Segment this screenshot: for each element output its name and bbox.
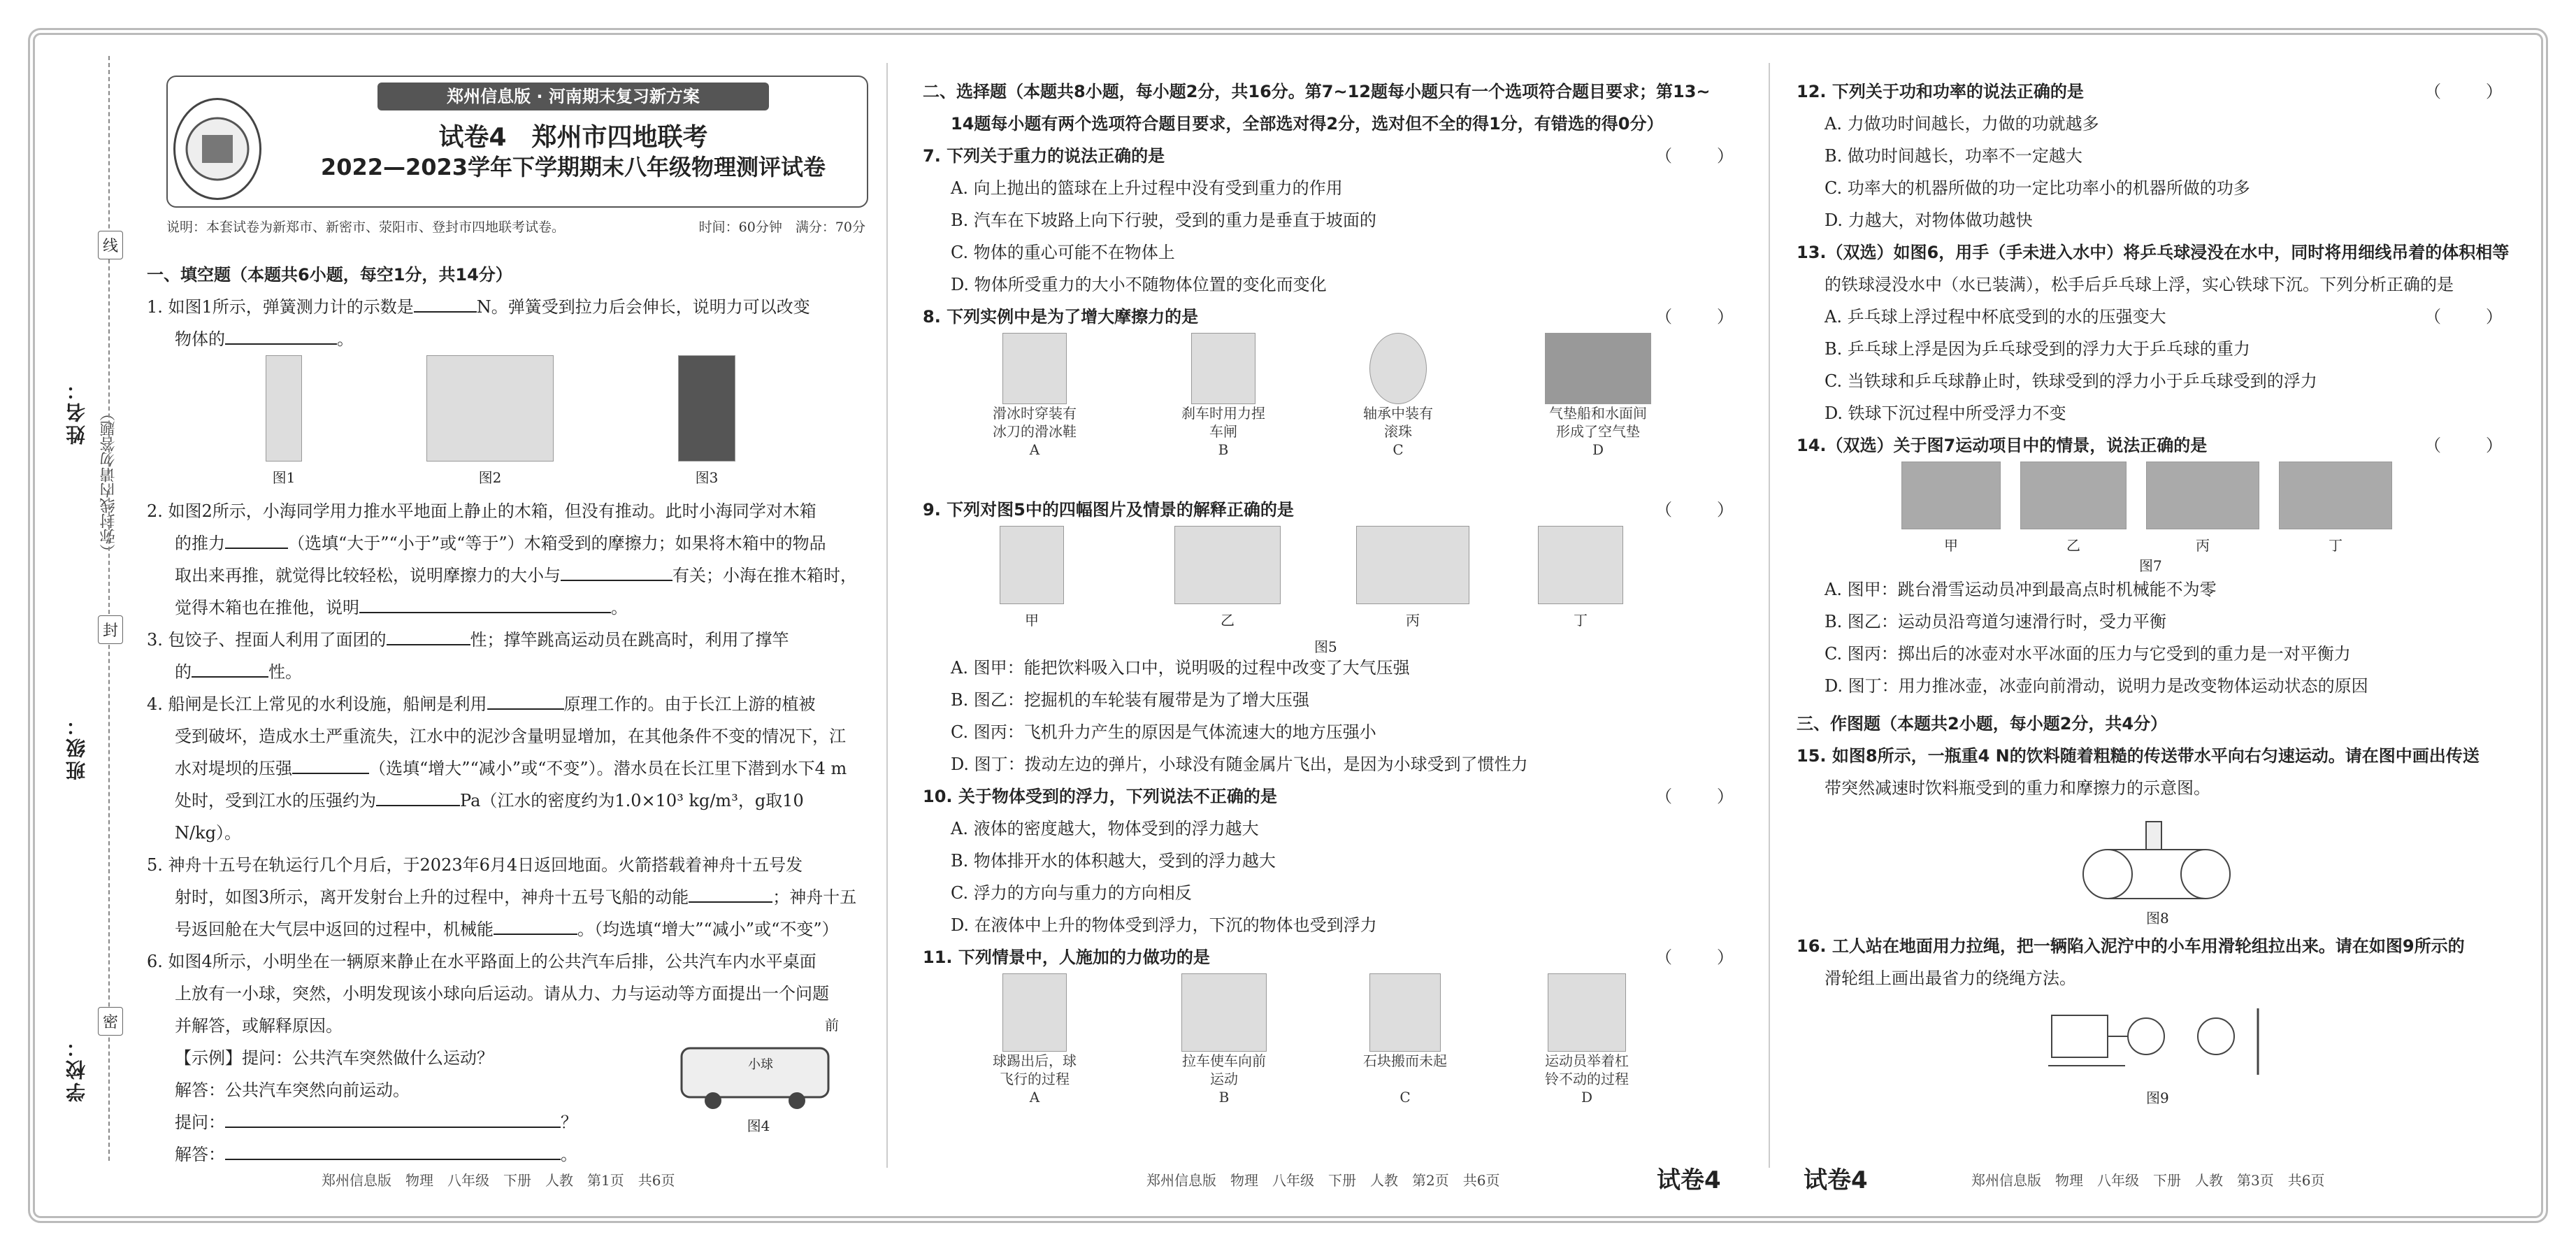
question-7: 7. 下列关于重力的说法正确的是 （ ）: [923, 146, 1748, 166]
option[interactable]: C. 当铁球和乒乓球静止时，铁球受到的浮力小于乒乓球受到的浮力: [1825, 371, 2317, 391]
question-2: 2. 如图2所示，小海同学用力推水平地面上静止的木箱，但没有推动。此时小海同学对木箱: [147, 501, 816, 521]
figure-5: 甲 乙 丙 丁 图5: [923, 526, 1748, 652]
warning-text: （弥封线内请勿答题）: [100, 406, 117, 559]
option[interactable]: B. 做功时间越长，功率不一定越大: [1825, 146, 2082, 166]
school-label: 学校：: [65, 1035, 88, 1102]
seal-line: [108, 56, 110, 1161]
option-8b[interactable]: 刹车时用力捏 车闸 B: [1181, 333, 1265, 459]
spring-scale-image: [266, 355, 302, 462]
answer-blank[interactable]: [225, 1107, 561, 1128]
blank[interactable]: [292, 753, 369, 774]
push-box-image: [426, 355, 554, 462]
seal-word-feng: 封: [98, 615, 123, 644]
column-2: 二、选择题（本题共8小题，每小题2分，共16分。第7~12题每小题只有一个选项符合题目要求；第13~ 14题每小题有两个选项符合题目要求，全部选对得2分，选对但不全的得1分，有错选的得0分） 7. 下列关于重力的说法正确的是 （ ） A. 向上抛出的篮球在上升过程中没有受到重力的作用 B. 汽车在下坡路上向下行驶，受到的重力是垂直于坡面的 C. 物体的重心可能不在物体上 D. 物体所受重力的大小不随物体位置的变化而变化 8. 下列实例中是为了增大摩擦力的是 （ ） 滑冰时穿装有 冰刀的滑冰鞋 A 刹车时用力捏 车闸 B 轴承中装有 滚珠 C 气垫船和水面间 形成了空气垫 D 9. 下列对图5中的四幅图片及情景的解释正确的是 （ ） 甲 乙 丙 丁 图5 A. 图甲：能把饮料吸入口中，说明吸的过程中改变了大气压强 B. 图乙：挖掘机的车轮装有履带是为了增大压强 C. 图丙：飞机升力产生的原因是气体流速大的地方压强小 D. 图丁：拨动左边的弹片，小球没有随金属片飞出，是因为小球受到了惯性力 10. 关于物体受到的浮力，下列说法不正确的是 （ ） A. 液体的密度越大，物体受到的浮力越大 B. 物体排开水的体积越大，受到的浮力越大 C. 浮力的方向与重力的方向相反 D. 在液体中上升的物体受到浮力，下沉的物体也受到浮力 11. 下列情景中，人施加的力做功的是 （ ） 球踢出后，球 飞行的过程 A 拉车使车向前 运动 B 石块搬而未起 C 运动员举着杠 铃不动的过程 D: [923, 76, 1748, 1134]
option-11a[interactable]: 球踢出后，球 飞行的过程 A: [993, 973, 1077, 1106]
seal-word-xian: 线: [98, 231, 123, 259]
option[interactable]: A. 向上抛出的篮球在上升过程中没有受到重力的作用: [951, 178, 1343, 198]
question-16: 16. 工人站在地面用力拉绳，把一辆陷入泥泞中的小车用滑轮组拉出来。请在如图9所示的: [1797, 936, 2465, 956]
option-11d[interactable]: 运动员举着杠 铃不动的过程 D: [1545, 973, 1629, 1106]
blank[interactable]: [376, 785, 460, 806]
option[interactable]: B. 物体排开水的体积越大，受到的浮力越大: [951, 851, 1276, 871]
column-divider: [1769, 63, 1770, 1168]
option[interactable]: B. 图乙：挖掘机的车轮装有履带是为了增大压强: [951, 690, 1309, 710]
option[interactable]: B. 汽车在下坡路上向下行驶，受到的重力是垂直于坡面的: [951, 210, 1376, 230]
option[interactable]: A. 力做功时间越长，力做的功就越多: [1825, 114, 2099, 134]
question-8: 8. 下列实例中是为了增大摩擦力的是 （ ）: [923, 307, 1748, 327]
question-1: 1. 如图1所示，弹簧测力计的示数是 N。弹簧受到拉力后会伸长，说明力可以改变: [147, 291, 860, 323]
figure-2: 图2: [426, 355, 554, 494]
question-8-options: [923, 333, 1748, 494]
bus-image: [678, 1034, 839, 1111]
column-3: 12. 下列关于功和功率的说法正确的是 （ ） A. 力做功时间越长，力做的功就越多 B. 做功时间越长，功率不一定越大 C. 功率大的机器所做的功一定比功率小的机器所做的功多 D. 力越大，对物体做功越快 13.（双选）如图6，用手（手未进入水中）将乒乓球浸没在水中，同时将用细线吊着的体积相等 的铁球浸没水中（水已装满），松手后乒乓球上浮，实心铁球下沉。下列分析正确的是 （ ） A. 乒乓球上浮过程中杯底受到的水的压强变大 B. 乒乓球上浮是因为乒乓球受到的浮力大于乒乓球的重力 C. 当铁球和乒乓球静止时，铁球受到的浮力小于乒乓球受到的浮力 D. 铁球下沉过程中所受浮力不变 14.（双选）关于图7运动项目中的情景，说法正确的是 （ ） 甲 乙 丙 丁 图7 A. 图甲：跳台滑雪运动员冲到最高点时机械能不为零 B. 图乙：运动员沿弯道匀速滑行时，受力平衡 C. 图丙：掷出后的冰壶对水平冰面的压力与它受到的重力是一对平衡力 D. 图丁：用力推冰壶，冰壶向前滑动，说明力是改变物体运动状态的原因 三、作图题（本题共2小题，每小题2分，共4分） 15. 如图8所示，一瓶重4 N的饮料随着粗糙的传送带水平向右匀速运动。请在图中画出传送 带突然减速时饮料瓶受到的重力和摩擦力的示意图。 图8 16. 工人站在地面用力拉绳，把一辆陷入泥泞中的小车用滑轮组拉出来。请在如图9所示的 滑轮组上画出最省力的绕绳方法。 图9: [1797, 76, 2517, 1092]
rocket-image: [678, 355, 735, 462]
question-3: 3. 包饺子、捏面人利用了面团的 性；撑竿跳高运动员在跳高时，利用了撑竿: [147, 624, 860, 656]
note-right: 时间：60分钟 满分：70分: [698, 220, 865, 235]
answer-blank[interactable]: [225, 1139, 561, 1160]
question-4: 4. 船闸是长江上常见的水利设施，船闸是利用 原理工作的。由于长江上游的植被: [147, 688, 860, 720]
section-drawing: 三、作图题（本题共2小题，每小题2分，共4分）: [1797, 714, 2168, 734]
option[interactable]: D. 在液体中上升的物体受到浮力，下沉的物体也受到浮力: [951, 915, 1377, 935]
question-11-options: [923, 973, 1748, 1134]
blank[interactable]: [487, 689, 564, 710]
option-8c[interactable]: 轴承中装有 滚珠 C: [1363, 333, 1433, 459]
option-8a[interactable]: 滑冰时穿装有 冰刀的滑冰鞋 A: [993, 333, 1077, 459]
figure-4: 前 小球 图4: [678, 1014, 839, 1135]
conveyor-belt-image: [2076, 818, 2244, 902]
blank[interactable]: [494, 914, 577, 935]
option[interactable]: D. 图丁：用力推冰壶，冰壶向前滑动，说明力是改变物体运动状态的原因: [1825, 676, 2368, 696]
blank[interactable]: [225, 528, 288, 549]
question-11: 11. 下列情景中，人施加的力做功的是 （ ）: [923, 948, 1748, 967]
footer-page-2: 郑州信息版 物理 八年级 下册 人教 第2页 共6页: [1146, 1172, 1500, 1189]
question-10: 10. 关于物体受到的浮力，下列说法不正确的是 （ ）: [923, 787, 1748, 806]
paper-tag-mid: 试卷4: [1657, 1166, 1721, 1194]
option[interactable]: A. 乒乓球上浮过程中杯底受到的水的压强变大: [1825, 307, 2166, 327]
option-11b[interactable]: 拉车使车向前 运动 B: [1181, 973, 1267, 1106]
note-left: 说明：本套试卷为新郑市、新密市、荥阳市、登封市四地联考试卷。: [166, 220, 566, 235]
blank[interactable]: [387, 624, 470, 645]
figure-9: 图9: [1797, 994, 2517, 1092]
blank[interactable]: [192, 657, 268, 678]
figure-row-1: [147, 355, 860, 495]
option[interactable]: D. 物体所受重力的大小不随物体位置的变化而变化: [951, 275, 1327, 294]
option[interactable]: A. 液体的密度越大，物体受到的浮力越大: [951, 819, 1259, 838]
question-1-cont: 物体的 。: [147, 323, 860, 355]
paper-tag-right: 试卷4: [1804, 1166, 1868, 1194]
option[interactable]: B. 图乙：运动员沿弯道匀速滑行时，受力平衡: [1825, 612, 2166, 631]
question-12: 12. 下列关于功和功率的说法正确的是 （ ）: [1797, 82, 2517, 101]
class-label: 班级：: [65, 713, 88, 780]
page-title: 试卷4 郑州市四地联考: [438, 123, 708, 152]
option[interactable]: D. 力越大，对物体做功越快: [1825, 210, 2033, 230]
option[interactable]: A. 图甲：能把饮料吸入口中，说明吸的过程中改变了大气压强: [951, 658, 1410, 678]
question-15: 15. 如图8所示，一瓶重4 N的饮料随着粗糙的传送带水平向右匀速运动。请在图中画出传送: [1797, 746, 2480, 766]
option[interactable]: C. 功率大的机器所做的功一定比功率小的机器所做的功多: [1825, 178, 2250, 198]
figure-3: 图3: [678, 355, 735, 494]
page-subtitle: 2022—2023学年下学期期末八年级物理测评试卷: [320, 154, 826, 180]
section-choice: 二、选择题（本题共8小题，每小题2分，共16分。第7~12题每小题只有一个选项符合题目要求；第13~: [923, 82, 1711, 101]
column-divider: [886, 63, 888, 1168]
blank[interactable]: [414, 292, 477, 313]
header-banner: 郑州信息版 · 河南期末复习新方案: [377, 83, 769, 110]
option[interactable]: C. 图丙：掷出后的冰壶对水平冰面的压力与它受到的重力是一对平衡力: [1825, 644, 2351, 664]
option-8d[interactable]: 气垫船和水面间 形成了空气垫 D: [1545, 333, 1651, 459]
option[interactable]: D. 铁球下沉过程中所受浮力不变: [1825, 403, 2066, 423]
figure-8: 图8: [1797, 804, 2517, 930]
question-5: 5. 神舟十五号在轨运行几个月后，于2023年6月4日返回地面。火箭搭载着神舟十五号发: [147, 855, 803, 875]
option[interactable]: C. 图丙：飞机升力产生的原因是气体流速大的地方压强小: [951, 722, 1376, 742]
name-label: 姓名：: [65, 378, 88, 445]
option[interactable]: B. 乒乓球上浮是因为乒乓球受到的浮力大于乒乓球的重力: [1825, 339, 2250, 359]
option[interactable]: C. 浮力的方向与重力的方向相反: [951, 883, 1192, 903]
column-1: 一、填空题（本题共6小题，每空1分，共14分） 1. 如图1所示，弹簧测力计的示数是 N。弹簧受到拉力后会伸长，说明力可以改变 物体的 。 图1 图2 图3 2. 如图2所示，小海同学用力推水平地面上静止的木箱，但没有推动。此时小海同学对木箱 的推力 （选填“大于”“小于”或“等于”）木箱受到的摩擦力；如果将木箱中的物品 取出来再推，就觉得比较轻松，说明摩擦力的大小与 有关；小海在推木箱时， 觉得木箱也在推他，说明 。 3. 包饺子、捏面人利用了面团的 性；撑竿跳高运动员在跳高时，利用了撑竿 的 性。 4. 船闸是长江上常见的水利设施，船闸是利用 原理工作的。由于长江上游的植被 受到破坏，造成水土严重流失，江水中的泥沙含量明显增加，在其他条件不变的情况下，江 水对堤坝的压强 （选填“增大”“减小”或“不变”）。潜水员在长江里下潜到水下4 m 处时，受到江水的压强约为 Pa（江水的密度约为1.0×10³ kg/m³，g取10 N/kg）。 5. 神舟十五号在轨运行几个月后，于2023年6月4日返回地面。火箭搭载着神舟十五号发 射时，如图3所示，离开发射台上升的过程中，神舟十五号飞船的动能 ；神舟十五 号返回舱在大气层中返回的过程中，机械能 。（均选填“增大”“减小”或“不变”） 6. 如图4所示，小明坐在一辆原来静止在水平路面上的公共汽车后排，公共汽车内水平桌面 上放有一小球，突然，小明发现该小球向后运动。请从力、力与运动等方面提出一个问题 并解答，或解释原因。 【示例】提问：公共汽车突然做什么运动？ 解答：公共汽车突然向前运动。 提问： ？ 解答： 。: [147, 259, 860, 1171]
footer-page-1: 郑州信息版 物理 八年级 下册 人教 第1页 共6页: [322, 1172, 675, 1189]
exam-note: [166, 217, 865, 236]
question-14: 14.（双选）关于图7运动项目中的情景，说法正确的是 （ ）: [1797, 436, 2517, 455]
figure-1: 图1: [266, 355, 302, 494]
question-9: 9. 下列对图5中的四幅图片及情景的解释正确的是 （ ）: [923, 500, 1748, 520]
option-11c[interactable]: 石块搬而未起 C: [1363, 973, 1447, 1106]
publisher-logo: [173, 98, 261, 200]
blank[interactable]: [561, 560, 672, 581]
blank[interactable]: [225, 324, 337, 345]
option[interactable]: D. 图丁：拨动左边的弹片，小球没有随金属片飞出，是因为小球受到了惯性力: [951, 755, 1528, 774]
pulley-system-image: [2048, 1008, 2286, 1078]
question-13: 13.（双选）如图6，用手（手未进入水中）将乒乓球浸没在水中，同时将用细线吊着的体积相等: [1797, 243, 2510, 262]
question-6: 6. 如图4所示，小明坐在一辆原来静止在水平路面上的公共汽车后排，公共汽车内水平桌面: [147, 952, 816, 971]
blank[interactable]: [689, 882, 772, 903]
section-fill-in: 一、填空题（本题共6小题，每空1分，共14分）: [147, 265, 512, 285]
blank[interactable]: [359, 592, 611, 613]
option[interactable]: C. 物体的重心可能不在物体上: [951, 243, 1175, 262]
option[interactable]: A. 图甲：跳台滑雪运动员冲到最高点时机械能不为零: [1825, 580, 2217, 599]
seal-word-mi: 密: [98, 1007, 123, 1036]
figure-7: 甲 乙 丙 丁 图7: [1797, 462, 2517, 573]
footer-page-3: 郑州信息版 物理 八年级 下册 人教 第3页 共6页: [1971, 1172, 2325, 1189]
